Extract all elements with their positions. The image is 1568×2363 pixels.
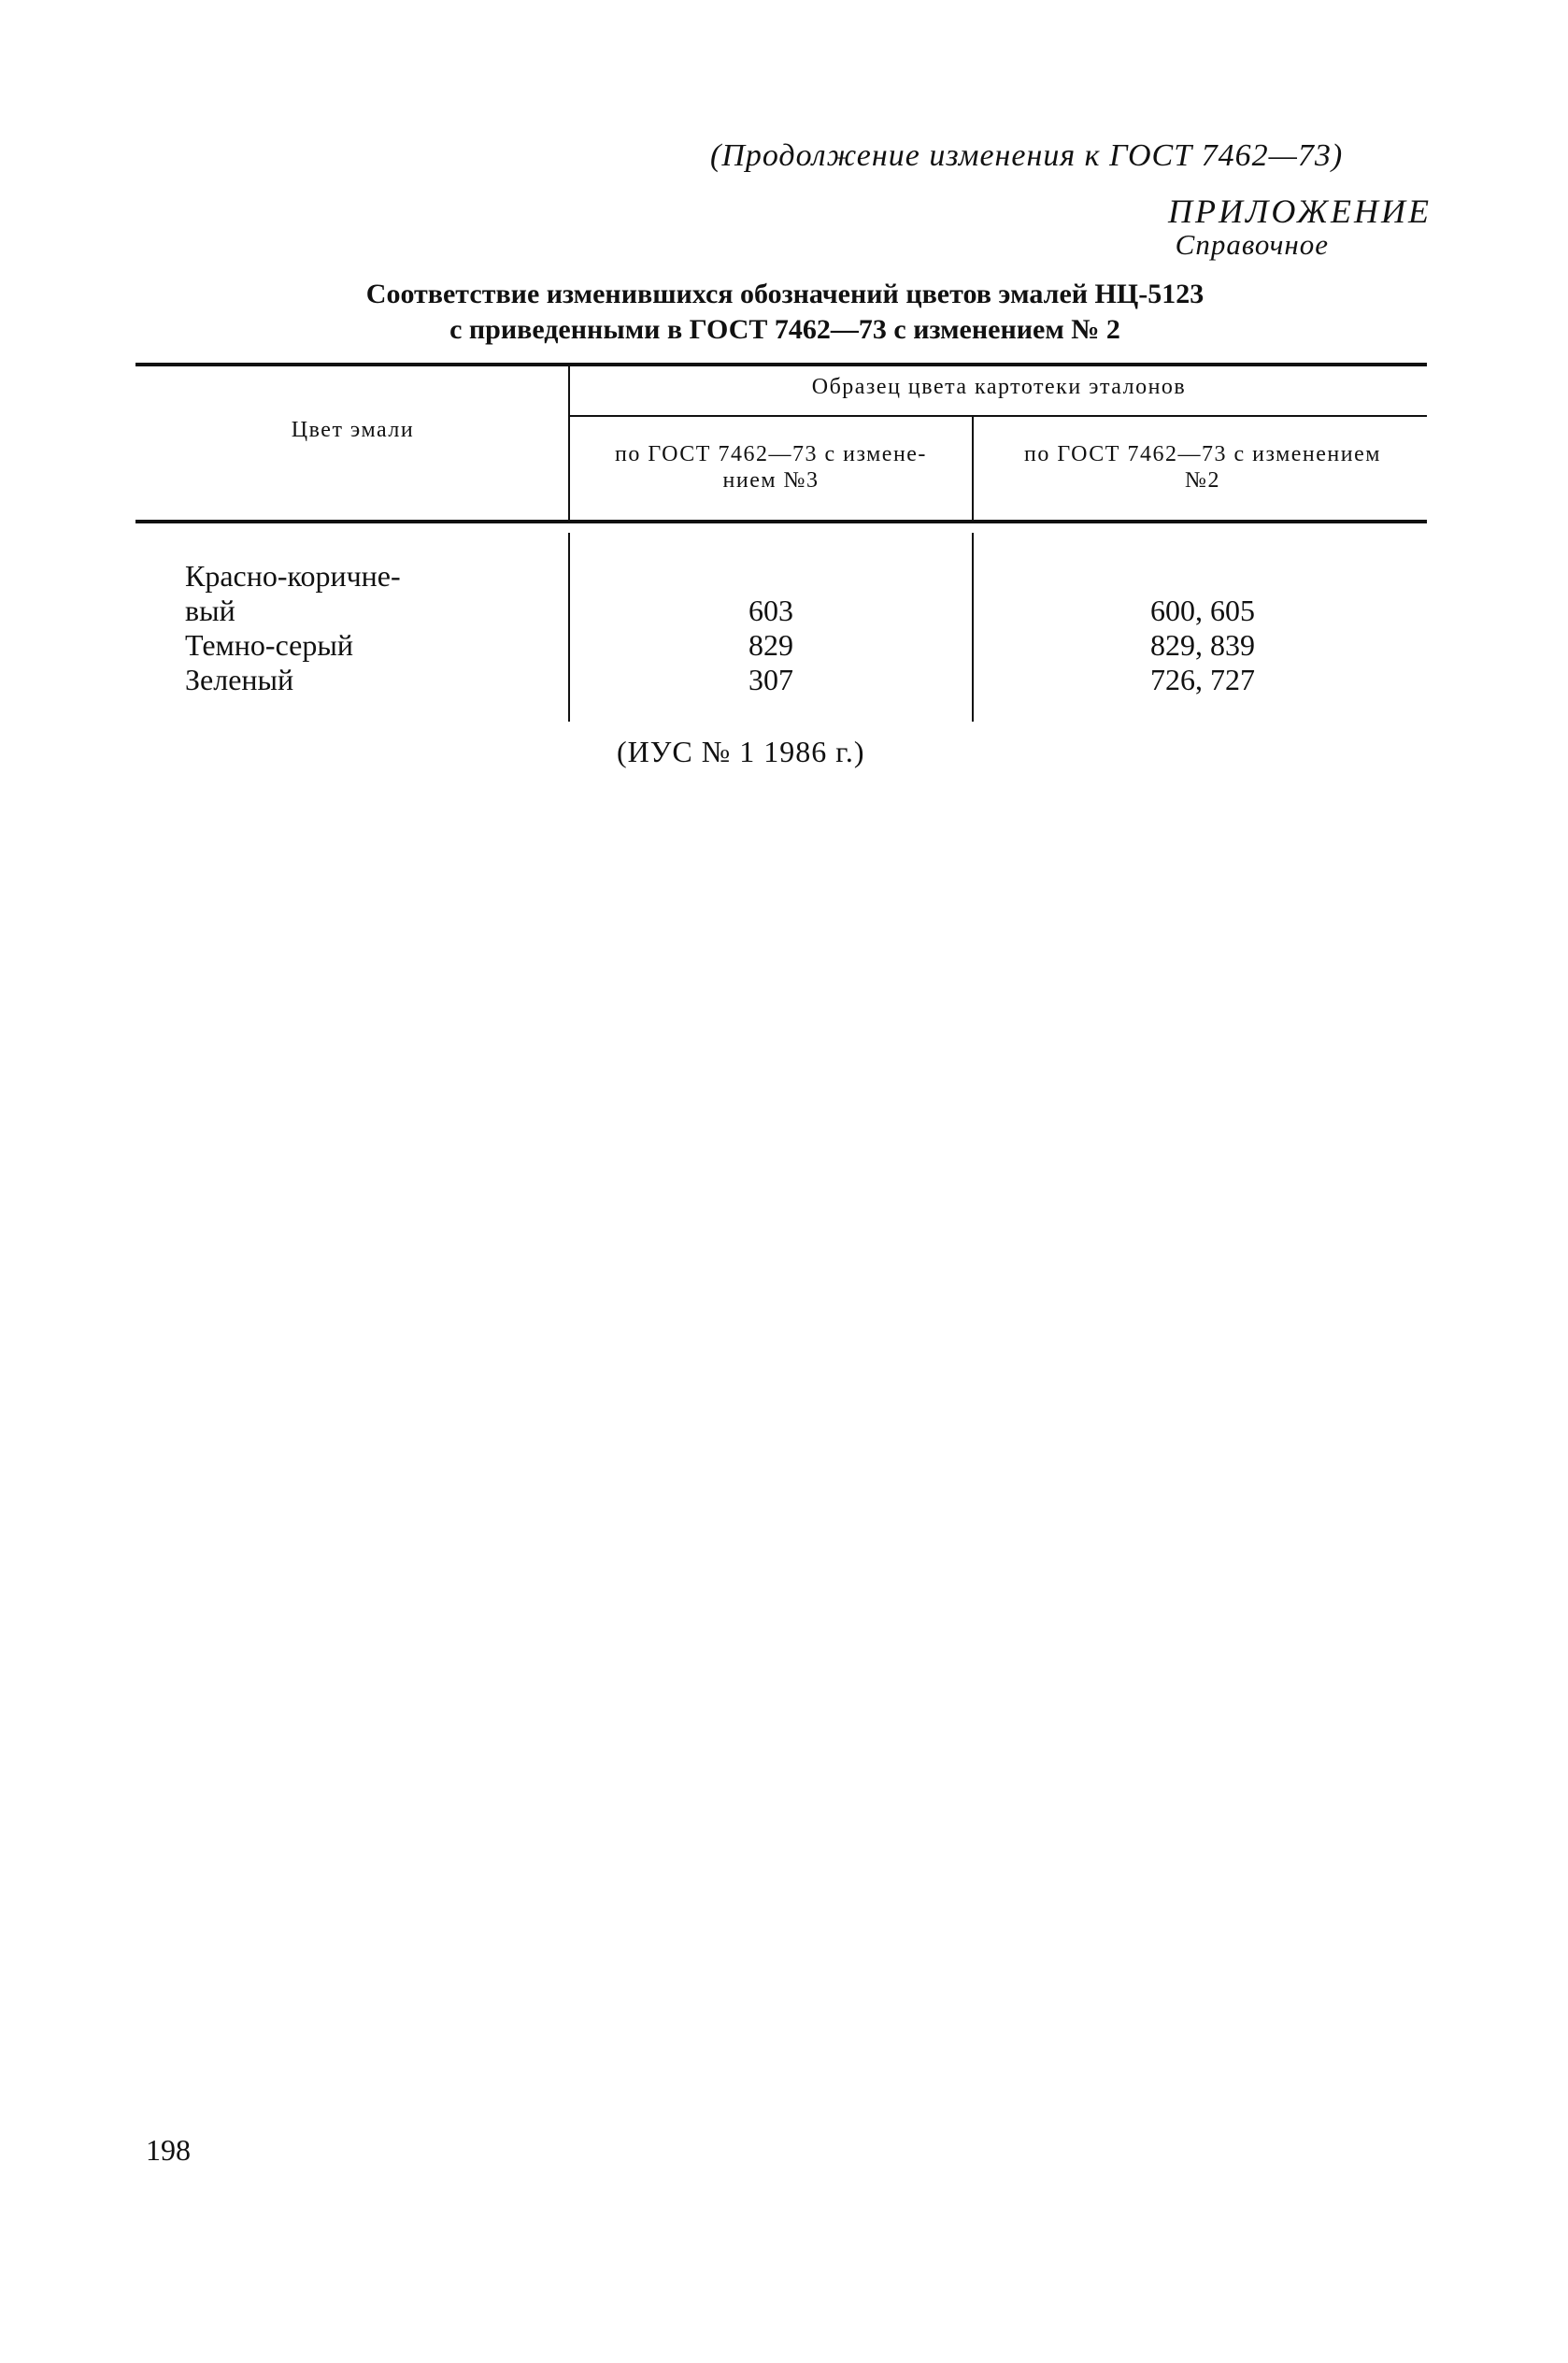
column-header-change2-line-2: №2 bbox=[1185, 468, 1220, 493]
reference-label: Справочное bbox=[1175, 228, 1329, 261]
header-divider-left bbox=[568, 366, 570, 520]
body-divider-right bbox=[972, 533, 974, 722]
table-row-1-name bbox=[185, 559, 401, 628]
table-row-2-change2: 829, 839 bbox=[1150, 628, 1255, 662]
source-note: (ИУС № 1 1986 г.) bbox=[617, 735, 865, 768]
table-row-1-change2: 600, 605 bbox=[1150, 594, 1255, 627]
column-header-change3-line-2: нием №3 bbox=[722, 468, 820, 493]
header-bottom-rule bbox=[135, 520, 1427, 523]
column-header-change3 bbox=[572, 441, 970, 494]
header-divider-right bbox=[972, 417, 974, 520]
table-row-1-name-line-1: Красно-коричне- bbox=[185, 559, 401, 593]
header-group-rule bbox=[570, 415, 1427, 417]
column-header-change3-line-1: по ГОСТ 7462—73 с измене- bbox=[615, 442, 927, 466]
table-row-3-change3: 307 bbox=[748, 663, 793, 696]
table-row-1-change3: 603 bbox=[748, 594, 793, 627]
table-row-3-name: Зеленый bbox=[185, 663, 294, 696]
table-title bbox=[140, 277, 1430, 348]
table-row-2-name: Темно-серый bbox=[185, 628, 353, 662]
table-row-1-name-line-2: вый bbox=[185, 594, 235, 627]
appendix-label: ПРИЛОЖЕНИЕ bbox=[1168, 193, 1432, 230]
table-title-line-1: Соответствие изменившихся обозначений цветов эмалей НЦ-5123 bbox=[365, 279, 1205, 309]
column-header-color: Цвет эмали bbox=[291, 418, 415, 442]
table-row-2-change3: 829 bbox=[748, 628, 793, 662]
table-row-3-change2: 726, 727 bbox=[1150, 663, 1255, 696]
body-divider-left bbox=[568, 533, 570, 722]
column-header-change2-line-1: по ГОСТ 7462—73 с изменением bbox=[1024, 442, 1381, 466]
column-header-change2 bbox=[976, 441, 1430, 494]
page-number: 198 bbox=[146, 2133, 191, 2167]
table-title-line-2: с приведенными в ГОСТ 7462—73 с изменением № 2 bbox=[449, 314, 1120, 345]
table-top-rule bbox=[135, 363, 1427, 366]
column-group-header: Образец цвета картотеки эталонов bbox=[811, 375, 1187, 399]
continuation-note: (Продолжение изменения к ГОСТ 7462—73) bbox=[710, 138, 1344, 173]
